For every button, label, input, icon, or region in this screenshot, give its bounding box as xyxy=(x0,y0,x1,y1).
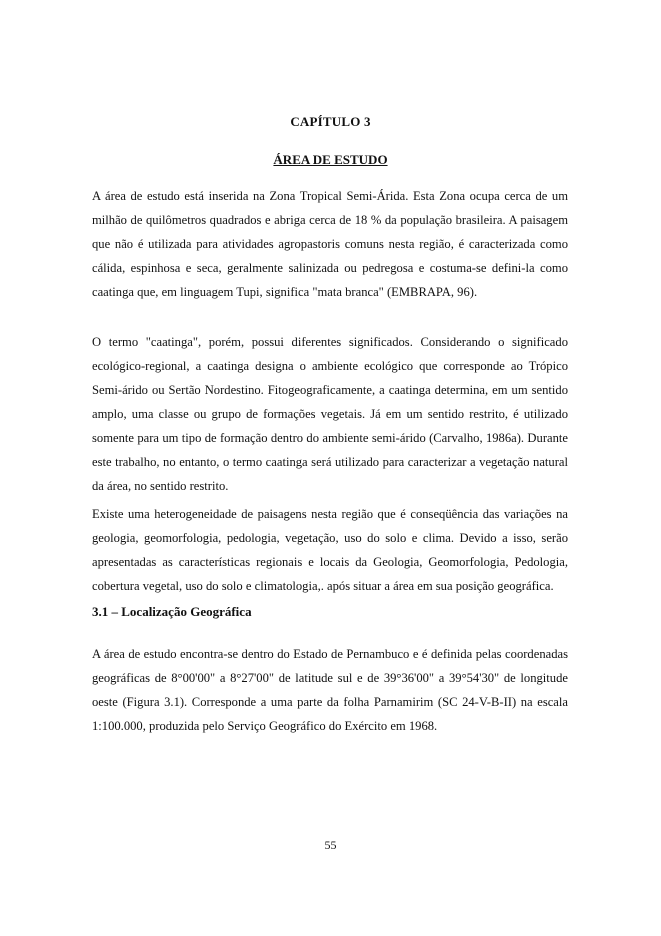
paragraph-location: A área de estudo encontra-se dentro do Estado de Pernambuco e é definida pelas coordenadas geográficas de 8°00'00" a 8°27'00" de latitude sul e de 39°36'00" a 39°54'30" de longitude oeste (Figura 3.1). Corresponde a uma parte da folha Parnamirim (SC 24-V-B-II) na escala 1:100.000, produzida pelo Serviço Geográfico do Exército em 1968. xyxy=(92,647,568,733)
paragraph-caatinga: O termo "caatinga", porém, possui diferentes significados. Considerando o significado ecológico-regional, a caatinga designa o ambiente ecológico que corresponde ao Trópico Semi-árido ou Sertão Nordestino. Fitogeograficamente, a caatinga determina, em um sentido amplo, uma classe ou grupo de formações vegetais. Já em um sentido restrito, é utilizado somente para um tipo de formação dentro do ambiente semi-árido (Carvalho, 1986a). Durante este trabalho, no entanto, o termo caatinga será utilizado para caracterizar a vegetação natural da área, no sentido restrito. xyxy=(92,335,568,493)
section-heading: 3.1 – Localização Geográfica xyxy=(92,604,252,619)
page-number: 55 xyxy=(324,838,337,852)
paragraph-heterogeneity: Existe uma heterogeneidade de paisagens nesta região que é conseqüência das variações na geologia, geomorfologia, pedologia, vegetação, uso do solo e clima. Devido a isso, serão apresentadas as características regionais e locais da Geologia, Geomorfologia, Pedologia, cobertura vegetal, uso do solo e climatologia,. após situar a área em sua posição geográfica. xyxy=(92,507,568,593)
chapter-title: ÁREA DE ESTUDO xyxy=(273,152,388,167)
chapter-heading: CAPÍTULO 3 xyxy=(290,114,371,129)
paragraph-intro: A área de estudo está inserida na Zona Tropical Semi-Árida. Esta Zona ocupa cerca de um milhão de quilômetros quadrados e abriga cerca de 18 % da população brasileira. A paisagem que não é utilizada para atividades agropastoris comuns nesta região, é caracterizada como cálida, espinhosa e seca, geralmente salinizada ou pedregosa e costuma-se defini-la como caatinga que, em linguagem Tupi, significa "mata branca" (EMBRAPA, 96). xyxy=(92,189,568,299)
